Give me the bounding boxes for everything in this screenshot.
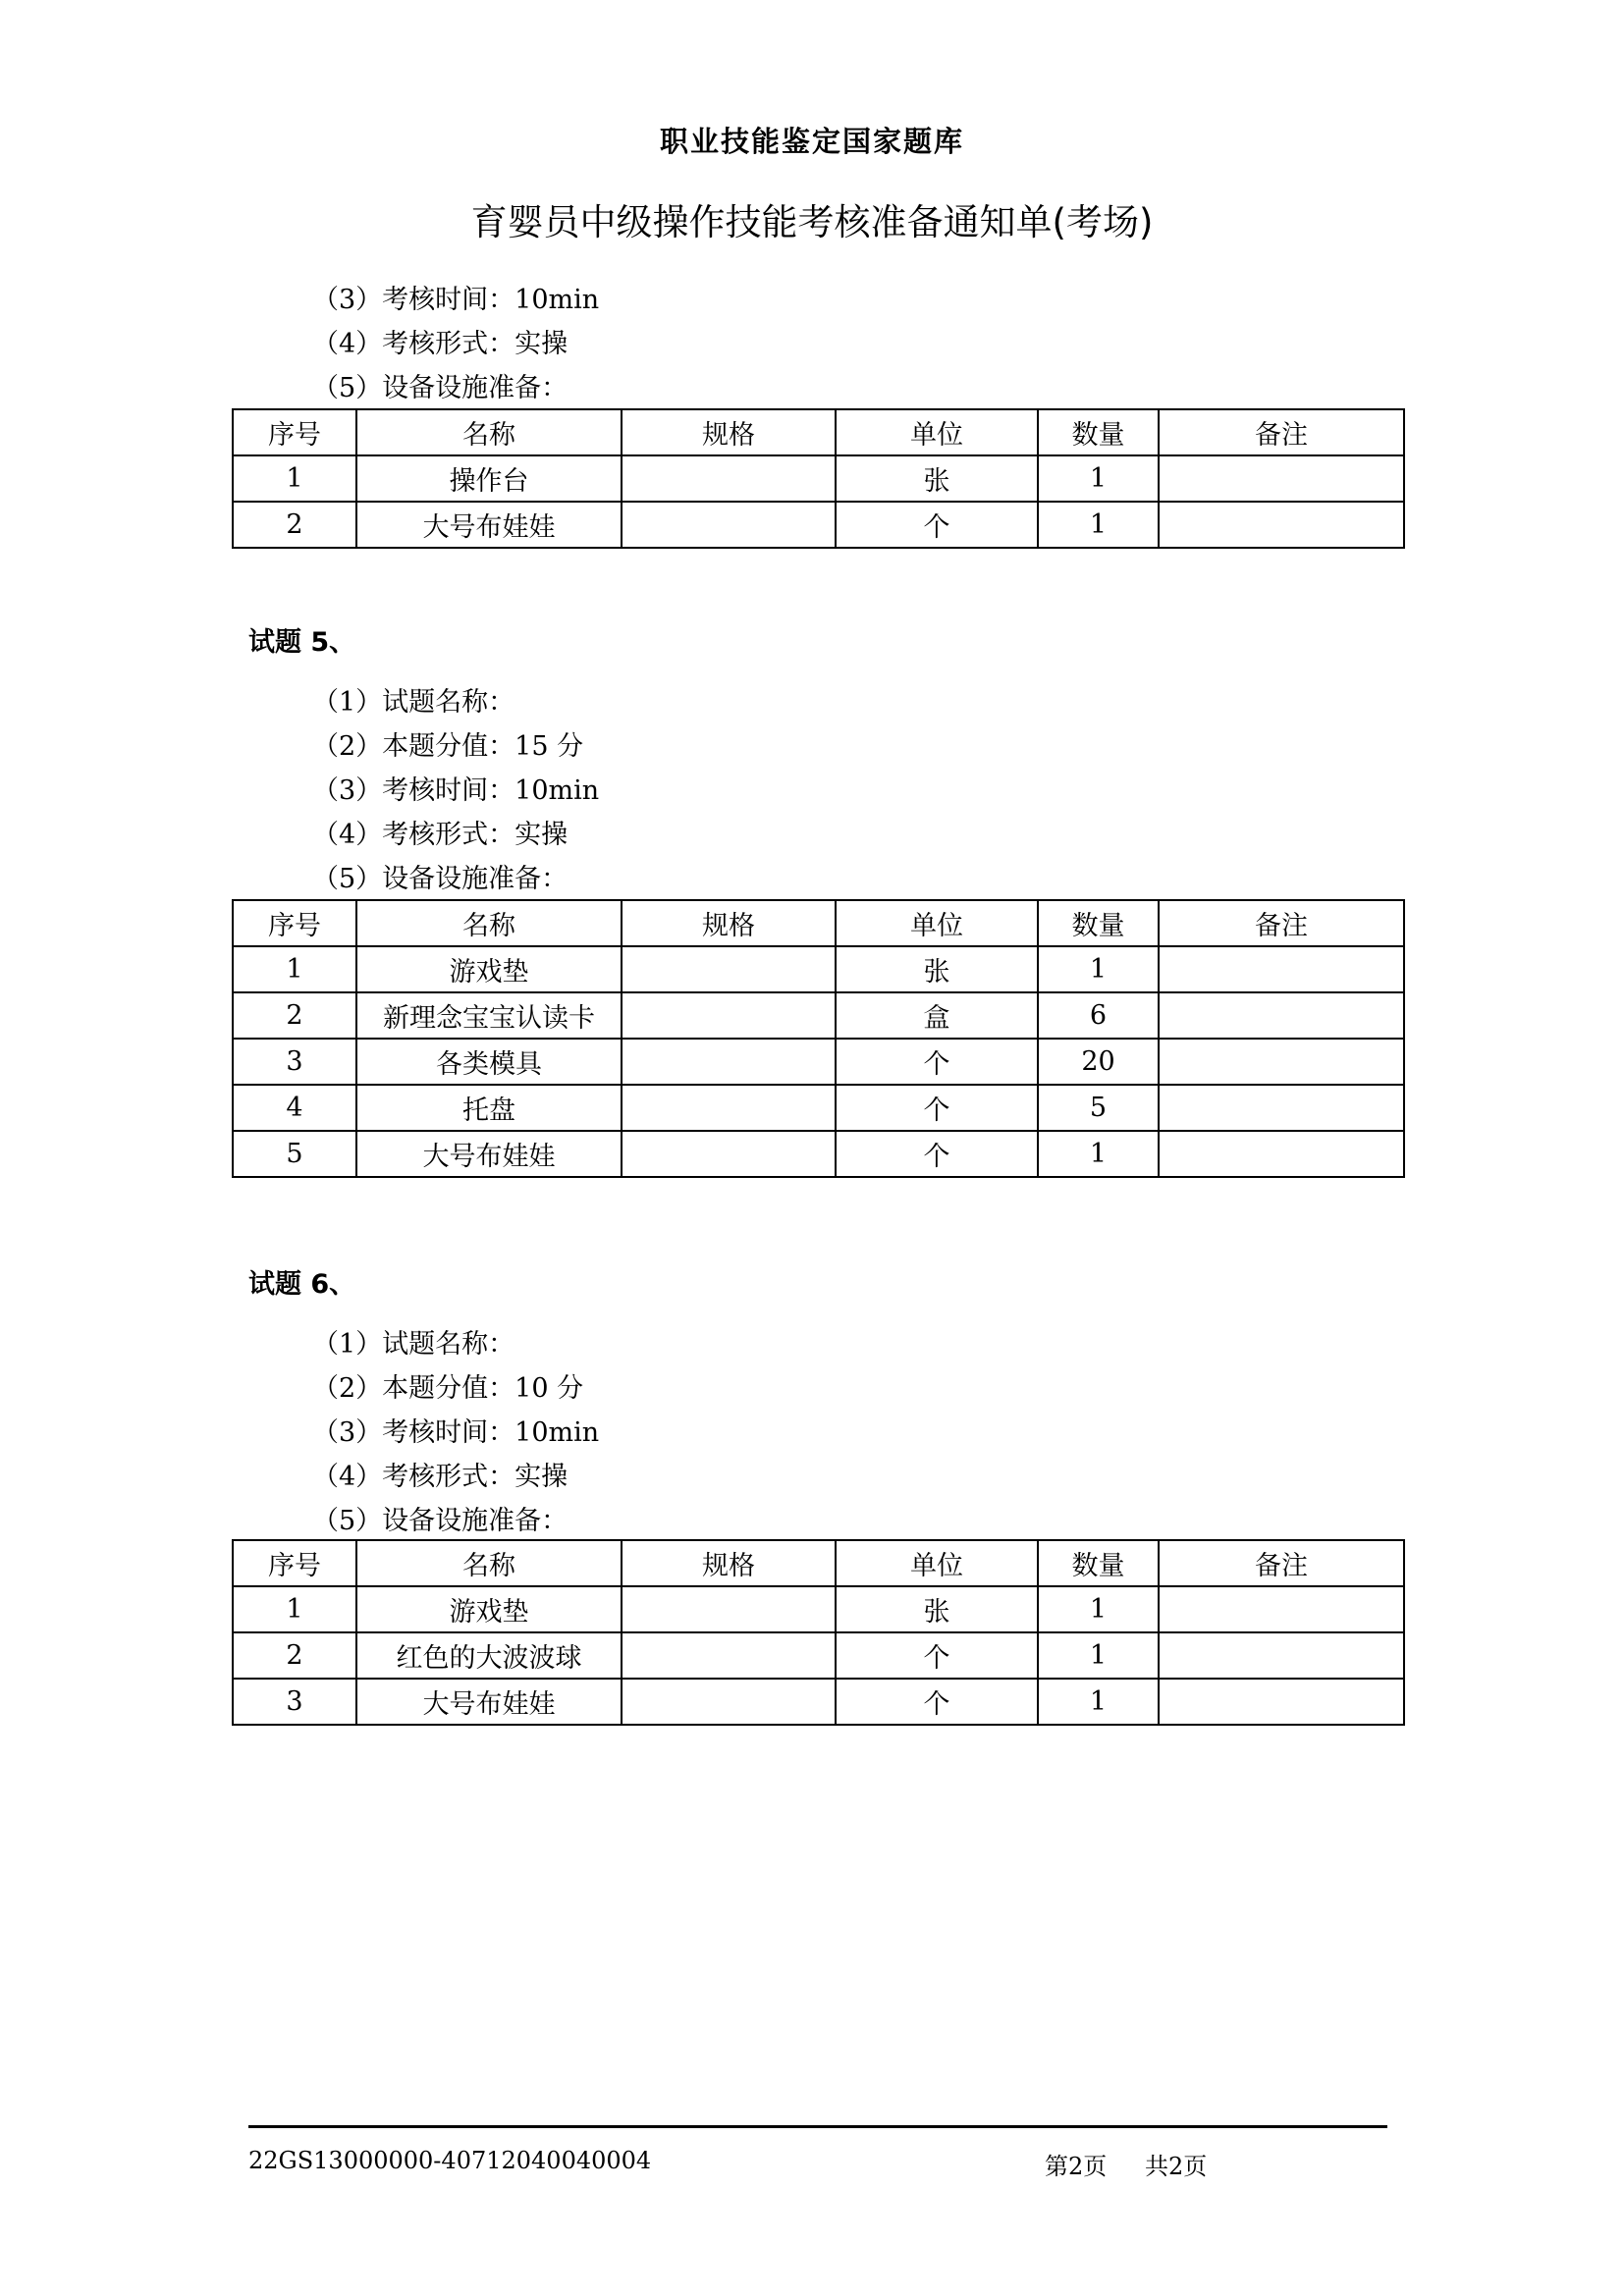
footer-page-total: 共2页: [1145, 2153, 1208, 2180]
q5-time-item: （3）考核时间：10min: [312, 775, 600, 806]
cell-name: 大号布娃娃: [356, 1131, 622, 1177]
exam-time-item: （3）考核时间：10min: [312, 285, 600, 315]
cell-seq: 1: [233, 455, 356, 502]
cell-seq: 1: [233, 1586, 356, 1632]
cell-remark: [1159, 502, 1404, 548]
table-header-row: [233, 409, 1404, 455]
cell-name: 游戏垫: [356, 1586, 622, 1632]
q6-name-item: （1）试题名称：: [312, 1329, 515, 1360]
cell-unit: 个: [836, 1679, 1038, 1725]
cell-qty: 1: [1038, 1131, 1159, 1177]
q6-score-item: （2）本题分值：10 分: [312, 1373, 584, 1404]
cell-remark: [1159, 1131, 1404, 1177]
cell-qty: 1: [1038, 455, 1159, 502]
cell-remark: [1159, 1632, 1404, 1679]
question-6-heading: 试题 6、: [248, 1269, 356, 1300]
cell-name: 大号布娃娃: [356, 1679, 622, 1725]
column-header-unit: 单位: [836, 900, 1038, 946]
table-header-row: [233, 900, 1404, 946]
equipment-prep-item: （5）设备设施准备：: [312, 373, 568, 403]
column-header-unit: 单位: [836, 1540, 1038, 1586]
header-org: 职业技能鉴定国家题库: [659, 125, 964, 158]
column-header-seq: 序号: [233, 409, 356, 455]
cell-spec: [622, 455, 836, 502]
cell-spec: [622, 502, 836, 548]
column-header-remark: 备注: [1159, 900, 1404, 946]
cell-remark: [1159, 1039, 1404, 1085]
table-row: [233, 502, 1404, 548]
cell-remark: [1159, 946, 1404, 992]
cell-name: 新理念宝宝认读卡: [356, 992, 622, 1039]
table-row: [233, 455, 1404, 502]
question-5-heading: 试题 5、: [248, 627, 356, 658]
cell-remark: [1159, 992, 1404, 1039]
table-header-row: [233, 1540, 1404, 1586]
cell-remark: [1159, 1085, 1404, 1131]
cell-qty: 1: [1038, 502, 1159, 548]
cell-seq: 2: [233, 502, 356, 548]
exam-form-item: （4）考核形式：实操: [312, 329, 568, 359]
q5-name-item: （1）试题名称：: [312, 687, 515, 718]
column-header-spec: 规格: [622, 409, 836, 455]
cell-qty: 1: [1038, 1586, 1159, 1632]
cell-name: 大号布娃娃: [356, 502, 622, 548]
cell-spec: [622, 1085, 836, 1131]
cell-spec: [622, 992, 836, 1039]
cell-remark: [1159, 455, 1404, 502]
footer-code: 22GS13000000-40712040040004: [248, 2147, 652, 2174]
cell-spec: [622, 1131, 836, 1177]
cell-seq: 1: [233, 946, 356, 992]
table-row: [233, 1085, 1404, 1131]
column-header-qty: 数量: [1038, 900, 1159, 946]
cell-unit: 张: [836, 1586, 1038, 1632]
q5-form-item: （4）考核形式：实操: [312, 820, 568, 850]
cell-remark: [1159, 1586, 1404, 1632]
footer-page-number: 第2页: [1045, 2153, 1108, 2180]
cell-qty: 5: [1038, 1085, 1159, 1131]
cell-seq: 5: [233, 1131, 356, 1177]
column-header-seq: 序号: [233, 1540, 356, 1586]
cell-qty: 1: [1038, 946, 1159, 992]
column-header-unit: 单位: [836, 409, 1038, 455]
table-row: [233, 946, 1404, 992]
q6-equipment-item: （5）设备设施准备：: [312, 1506, 568, 1536]
table-row: [233, 1679, 1404, 1725]
cell-spec: [622, 946, 836, 992]
document-title: 育婴员中级操作技能考核准备通知单(考场): [470, 201, 1154, 243]
equipment-table-top: [232, 408, 1405, 549]
cell-qty: 1: [1038, 1679, 1159, 1725]
column-header-remark: 备注: [1159, 409, 1404, 455]
cell-spec: [622, 1039, 836, 1085]
cell-remark: [1159, 1679, 1404, 1725]
cell-spec: [622, 1679, 836, 1725]
cell-spec: [622, 1586, 836, 1632]
equipment-table-q6: [232, 1539, 1405, 1726]
cell-name: 各类模具: [356, 1039, 622, 1085]
footer-divider: [248, 2125, 1387, 2128]
column-header-spec: 规格: [622, 900, 836, 946]
cell-unit: 个: [836, 1131, 1038, 1177]
cell-unit: 个: [836, 1632, 1038, 1679]
column-header-qty: 数量: [1038, 409, 1159, 455]
q5-score-item: （2）本题分值：15 分: [312, 731, 584, 762]
cell-name: 红色的大波波球: [356, 1632, 622, 1679]
cell-unit: 张: [836, 455, 1038, 502]
cell-seq: 3: [233, 1039, 356, 1085]
q5-equipment-item: （5）设备设施准备：: [312, 864, 568, 894]
cell-unit: 盒: [836, 992, 1038, 1039]
cell-name: 游戏垫: [356, 946, 622, 992]
cell-name: 操作台: [356, 455, 622, 502]
column-header-remark: 备注: [1159, 1540, 1404, 1586]
cell-seq: 2: [233, 992, 356, 1039]
q6-form-item: （4）考核形式：实操: [312, 1462, 568, 1492]
column-header-name: 名称: [356, 1540, 622, 1586]
q6-time-item: （3）考核时间：10min: [312, 1417, 600, 1448]
cell-seq: 2: [233, 1632, 356, 1679]
cell-unit: 个: [836, 1039, 1038, 1085]
column-header-qty: 数量: [1038, 1540, 1159, 1586]
cell-spec: [622, 1632, 836, 1679]
cell-seq: 3: [233, 1679, 356, 1725]
table-row: [233, 1039, 1404, 1085]
cell-unit: 个: [836, 502, 1038, 548]
table-row: [233, 1131, 1404, 1177]
cell-seq: 4: [233, 1085, 356, 1131]
equipment-table-q5: [232, 899, 1405, 1178]
column-header-seq: 序号: [233, 900, 356, 946]
cell-qty: 1: [1038, 1632, 1159, 1679]
cell-unit: 张: [836, 946, 1038, 992]
table-row: [233, 992, 1404, 1039]
column-header-name: 名称: [356, 900, 622, 946]
cell-unit: 个: [836, 1085, 1038, 1131]
cell-qty: 6: [1038, 992, 1159, 1039]
cell-name: 托盘: [356, 1085, 622, 1131]
column-header-name: 名称: [356, 409, 622, 455]
table-row: [233, 1586, 1404, 1632]
cell-qty: 20: [1038, 1039, 1159, 1085]
table-row: [233, 1632, 1404, 1679]
column-header-spec: 规格: [622, 1540, 836, 1586]
